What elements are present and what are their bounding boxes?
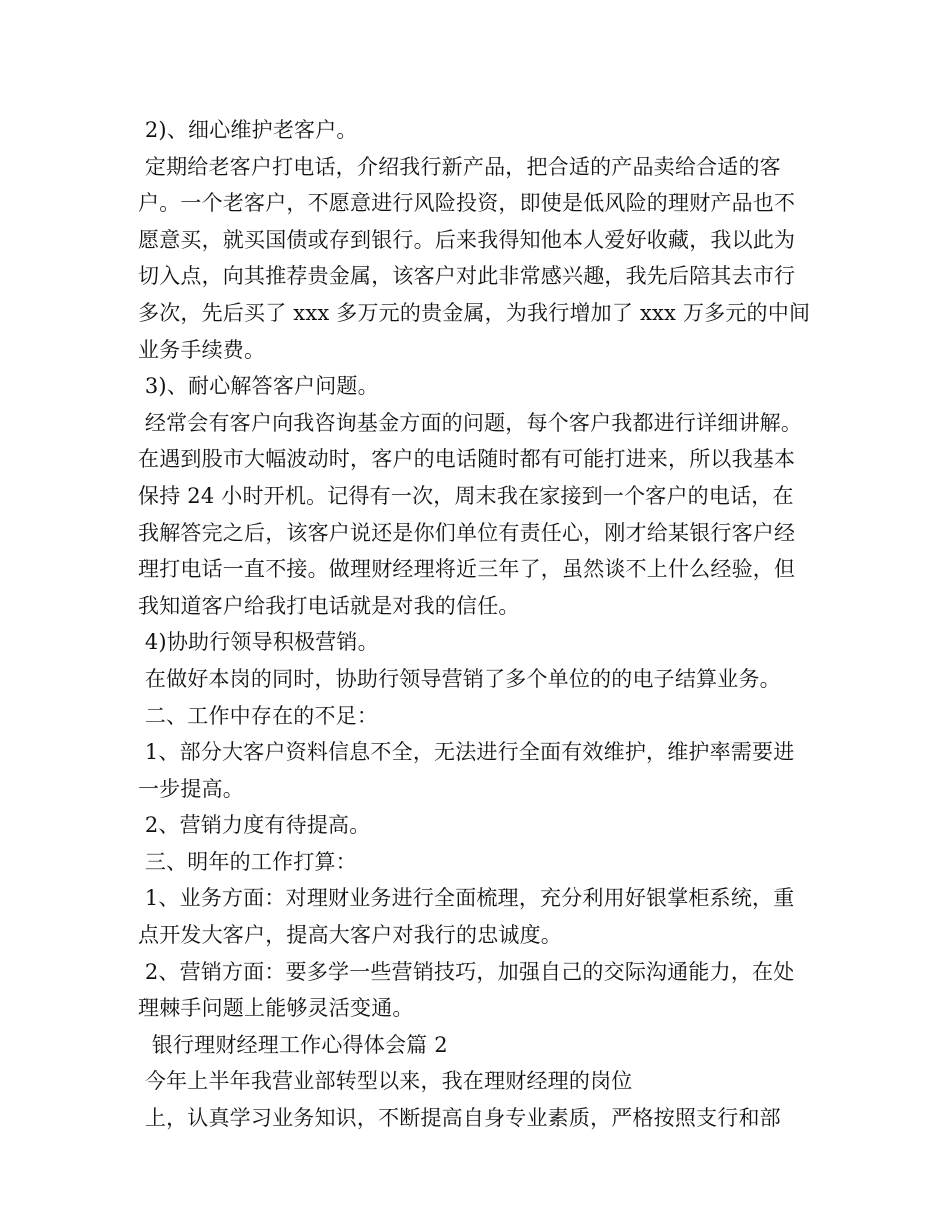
text-line: 业务手续费。 bbox=[138, 337, 266, 362]
text-line: 2)、细心维护老客户。 bbox=[138, 118, 358, 142]
text-line: 我知道客户给我打电话就是对我的信任。 bbox=[138, 593, 520, 618]
text-line: 2、营销力度有待提高。 bbox=[138, 813, 371, 838]
text-line: 一步提高。 bbox=[138, 776, 244, 801]
text-line: 理打电话一直不接。做理财经理将近三年了，虽然谈不上什么经验，但 bbox=[138, 557, 796, 582]
text-line: 3)、耐心解答客户问题。 bbox=[138, 374, 379, 399]
text-line: 1、部分大客户资料信息不全，无法进行全面有效维护，维护率需要进 bbox=[138, 740, 795, 765]
text-line: 保持 24 小时开机。记得有一次，周末我在家接到一个客户的电话，在 bbox=[138, 483, 794, 508]
text-line: 定期给老客户打电话，介绍我行新产品，把合适的产品卖给合适的客 bbox=[138, 154, 781, 179]
text-line: 1、业务方面：对理财业务进行全面梳理，充分利用好银掌柜系统，重 bbox=[138, 886, 795, 911]
text-line: 户。一个老客户，不愿意进行风险投资，即使是低风险的理财产品也不 bbox=[138, 191, 796, 216]
text-line: 愿意买，就买国债或存到银行。后来我得知他本人爱好收藏，我以此为 bbox=[138, 227, 796, 252]
text-line: 三、明年的工作打算： bbox=[138, 849, 357, 874]
text-line: 我解答完之后，该客户说还是你们单位有责任心，刚才给某银行客户经 bbox=[138, 520, 796, 545]
document-body bbox=[138, 112, 828, 1137]
text-line: 多次，先后买了 xxx 多万元的贵金属，为我行增加了 xxx 万多元的中间 bbox=[138, 300, 811, 325]
text-line: 切入点，向其推荐贵金属，该客户对此非常感兴趣，我先后陪其去市行 bbox=[138, 264, 796, 289]
text-line: 今年上半年我营业部转型以来，我在理财经理的岗位 bbox=[138, 1069, 633, 1094]
text-line: 2、营销方面：要多学一些营销技巧，加强自己的交际沟通能力，在处 bbox=[138, 959, 795, 984]
text-line: 二、工作中存在的不足： bbox=[138, 703, 379, 728]
section-heading: 银行理财经理工作心得体会篇 2 bbox=[138, 1032, 448, 1057]
text-line: 上，认真学习业务知识，不断提高自身专业素质，严格按照支行和部 bbox=[138, 1106, 781, 1131]
text-line: 经常会有客户向我咨询基金方面的问题，每个客户我都进行详细讲解。 bbox=[138, 410, 803, 435]
text-line: 点开发大客户，提高大客户对我行的忠诚度。 bbox=[138, 923, 562, 948]
text-line: 在做好本岗的同时，协助行领导营销了多个单位的的电子结算业务。 bbox=[138, 666, 781, 691]
text-line: 理棘手问题上能够灵活变通。 bbox=[138, 996, 414, 1021]
text-line: 在遇到股市大幅波动时，客户的电话随时都有可能打进来，所以我基本 bbox=[138, 447, 796, 472]
text-line: 4)协助行领导积极营销。 bbox=[138, 630, 379, 655]
